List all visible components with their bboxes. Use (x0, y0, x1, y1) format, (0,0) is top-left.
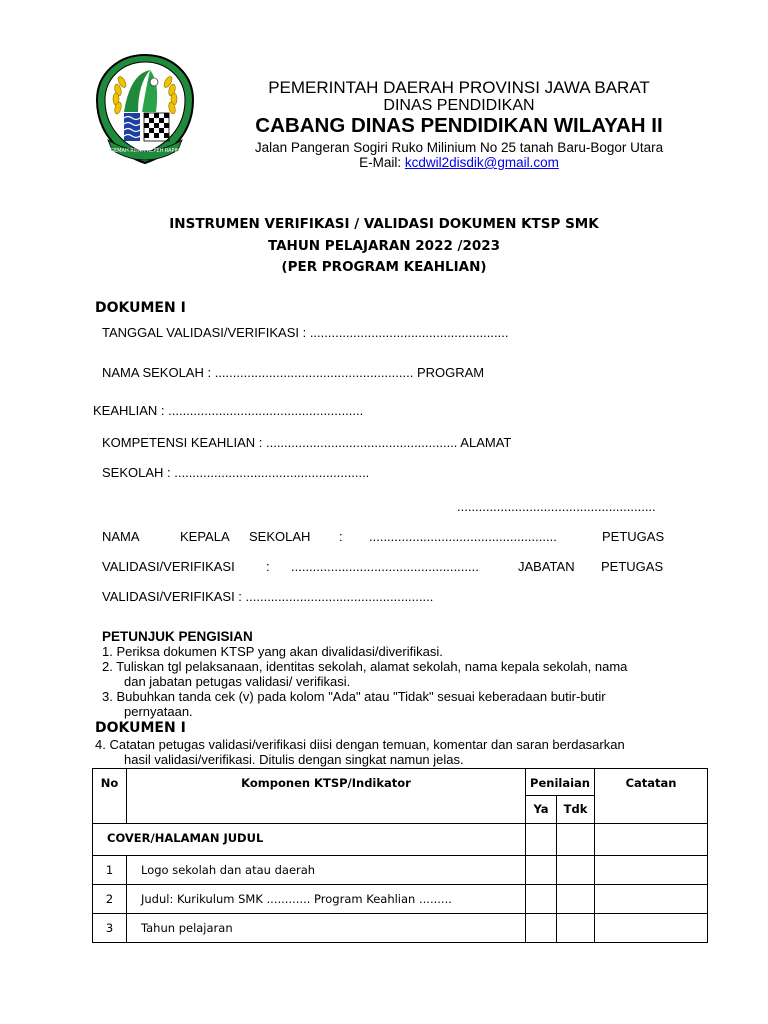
header-no: No (93, 769, 127, 824)
field-kepala-colon: : (339, 529, 343, 544)
cell-ya[interactable] (526, 856, 557, 885)
email-link[interactable]: kcdwil2disdik@gmail.com (404, 155, 559, 170)
field-nama-sekolah: NAMA SEKOLAH : ....................................................... PROGRAM (102, 365, 485, 380)
verification-table (92, 768, 708, 943)
field-alamat-continuation: ....................................................... (457, 499, 656, 514)
email-label: E-Mail: (359, 155, 405, 170)
instructions-title: PETUNJUK PENGISIAN (102, 629, 253, 644)
row-number: 1 (93, 856, 127, 885)
department-name: DINAS PENDIDIKAN (383, 97, 535, 114)
section-row-cover: COVER/HALAMAN JUDUL (93, 824, 526, 856)
field-alamat-sekolah: SEKOLAH : ...................................................... (102, 465, 370, 480)
cell-ya[interactable] (526, 914, 557, 943)
header-component: Komponen KTSP/Indikator (127, 769, 526, 824)
field-program-keahlian: KEAHLIAN : ...................................................... (93, 403, 364, 418)
document-title: INSTRUMEN VERIFIKASI / VALIDASI DOKUMEN KTSP SMK (169, 216, 599, 232)
cell-tdk[interactable] (557, 885, 595, 914)
field-kepala-word: PETUGAS (602, 529, 665, 544)
cell-tdk[interactable] (557, 856, 595, 885)
cell-tdk[interactable] (557, 824, 595, 856)
instruction-item: hasil validasi/verifikasi. Ditulis dengan singkat namun jelas. (124, 752, 464, 767)
government-name: PEMERINTAH DAERAH PROVINSI JAWA BARAT (268, 78, 650, 97)
instruction-item: pernyataan. (124, 704, 193, 719)
field-petugas-word: JABATAN (518, 559, 575, 574)
row-indicator: Tahun pelajaran (127, 914, 526, 943)
cell-notes[interactable] (595, 856, 708, 885)
field-petugas-word: VALIDASI/VERIFIKASI (102, 559, 235, 574)
field-kompetensi-keahlian: KOMPETENSI KEAHLIAN : ..................................................... ALAMAT (102, 435, 512, 450)
west-java-emblem-logo (94, 52, 196, 166)
field-petugas-colon: : (266, 559, 270, 574)
field-kepala-dots: .................................................... (369, 529, 557, 544)
instruction-item: 3. Bubuhkan tanda cek (v) pada kolom "Ada" atau "Tidak" sesuai keberadaan butir-butir (102, 689, 606, 704)
row-number: 2 (93, 885, 127, 914)
section-heading-dokumen: DOKUMEN I (95, 300, 186, 316)
cell-notes[interactable] (595, 885, 708, 914)
header-tdk: Tdk (557, 796, 595, 824)
branch-office-name: CABANG DINAS PENDIDIKAN WILAYAH II (255, 114, 663, 137)
table-row (93, 856, 708, 885)
section-heading-dokumen-2: DOKUMEN I (95, 720, 186, 736)
field-petugas-word: PETUGAS (601, 559, 664, 574)
header-ya: Ya (526, 796, 557, 824)
email-line (195, 155, 723, 170)
svg-text:GEMAH RIPAH REPEH RAPIH: GEMAH RIPAH REPEH RAPIH (110, 148, 180, 154)
office-address: Jalan Pangeran Sogiri Ruko Milinium No 25 tanah Baru-Bogor Utara (254, 140, 664, 155)
table-row (93, 914, 708, 943)
instruction-item: 2. Tuliskan tgl pelaksanaan, identitas sekolah, alamat sekolah, nama kepala sekolah, nama (102, 659, 628, 674)
cell-notes[interactable] (595, 914, 708, 943)
table-row (93, 885, 708, 914)
header-assessment: Penilaian (526, 769, 595, 796)
field-jabatan-petugas: VALIDASI/VERIFIKASI : .................................................... (102, 589, 434, 604)
document-year: TAHUN PELAJARAN 2022 /2023 (267, 238, 501, 254)
field-kepala-word: KEPALA (180, 529, 230, 544)
header-notes: Catatan (595, 769, 708, 824)
cell-ya[interactable] (526, 885, 557, 914)
row-indicator: Logo sekolah dan atau daerah (127, 856, 526, 885)
cell-notes[interactable] (595, 824, 708, 856)
instruction-item: 1. Periksa dokumen KTSP yang akan divalidasi/diverifikasi. (102, 644, 443, 659)
instruction-item: dan jabatan petugas validasi/ verifikasi. (124, 674, 351, 689)
row-indicator: Judul: Kurikulum SMK ............ Program Keahlian ......... (127, 885, 526, 914)
row-number: 3 (93, 914, 127, 943)
document-subtitle: (PER PROGRAM KEAHLIAN) (281, 259, 487, 275)
field-petugas-dots: .................................................... (291, 559, 479, 574)
field-kepala-word: NAMA (102, 529, 140, 544)
cell-tdk[interactable] (557, 914, 595, 943)
field-kepala-word: SEKOLAH (249, 529, 311, 544)
field-tanggal-validasi: TANGGAL VALIDASI/VERIFIKASI : ....................................................... (102, 325, 509, 340)
cell-ya[interactable] (526, 824, 557, 856)
instruction-item: 4. Catatan petugas validasi/verifikasi diisi dengan temuan, komentar dan saran berdasarkan (95, 737, 625, 752)
